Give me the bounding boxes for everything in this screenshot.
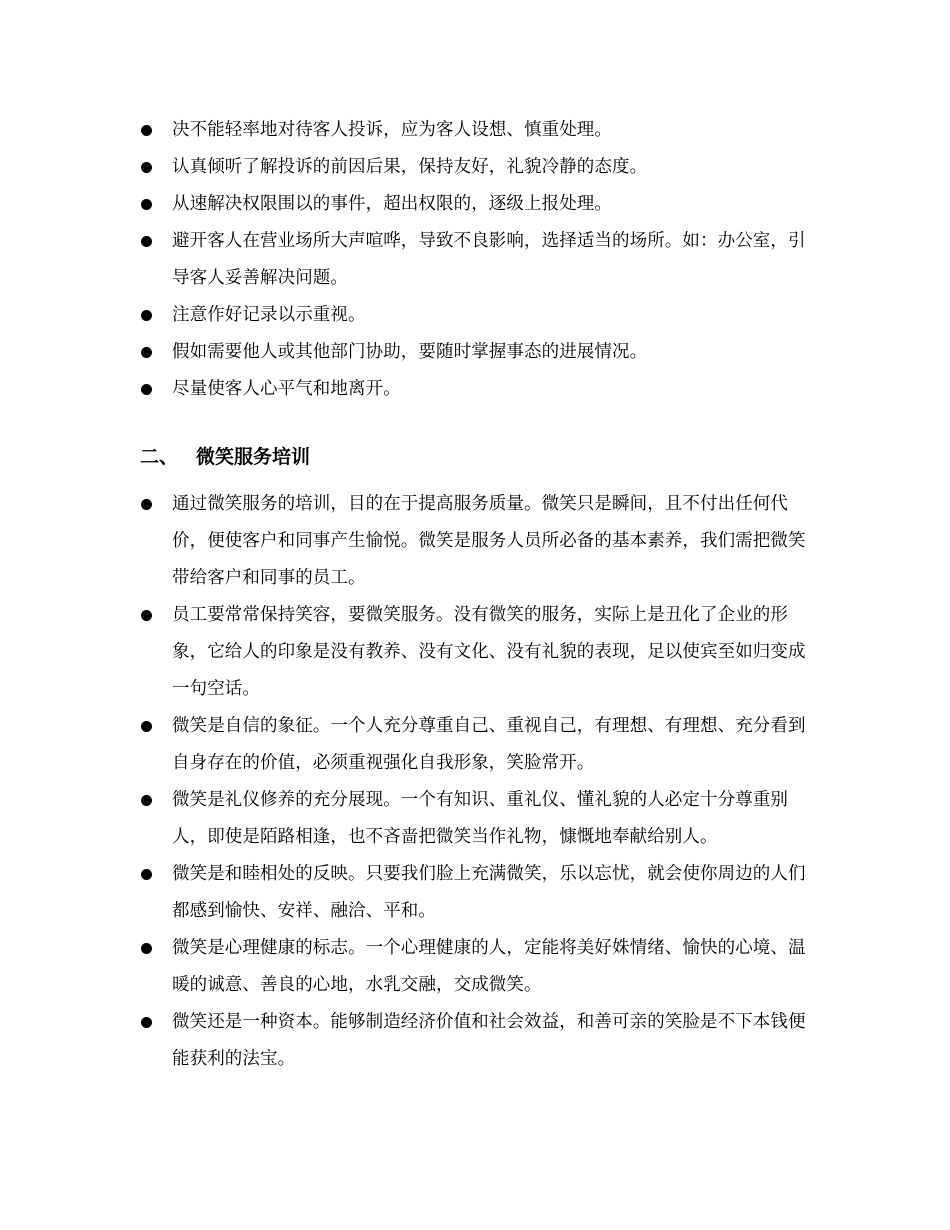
list-item-text: 员工要常常保持笑容，要微笑服务。没有微笑的服务，实际上是丑化了企业的形象，它给人的印象是没有教养、没有文化、没有礼貌的表现，足以使宾至如归变成一句空话。 [172, 605, 806, 699]
list-item-text: 认真倾听了解投诉的前因后果，保持友好，礼貌冷静的态度。 [172, 157, 648, 177]
list-item-text: 尽量使客人心平气和地离开。 [172, 379, 401, 399]
bullet-icon [141, 869, 152, 880]
list-item-text: 从速解决权限围以的事件，超出权限的，逐级上报处理。 [172, 194, 612, 214]
list-item-text: 微笑是自信的象征。一个人充分尊重自己、重视自己，有理想、有理想、充分看到自身存在的价值，必须重视强化自我形象，笑脸常开。 [172, 716, 806, 773]
bullet-icon [141, 125, 152, 136]
list-item [140, 856, 820, 930]
smile-service-list [140, 486, 820, 1078]
section-heading [140, 440, 310, 474]
list-item-text: 避开客人在营业场所大声喧哗，导致不良影响，选择适当的场所。如：办公室，引导客人妥善解决问题。 [172, 231, 806, 288]
list-item [140, 708, 820, 782]
list-item-text: 微笑是和睦相处的反映。只要我们脸上充满微笑，乐以忘忧，就会使你周边的人们都感到愉快、安祥、融洽、平和。 [172, 864, 806, 921]
bullet-icon [141, 236, 152, 247]
section-title: 微笑服务培训 [196, 446, 311, 468]
list-item-text: 通过微笑服务的培训，目的在于提高服务质量。微笑只是瞬间，且不付出任何代价，便使客户和同事产生愉悦。微笑是服务人员所必备的基本素养，我们需把微笑带给客户和同事的员工。 [172, 494, 806, 588]
bullet-icon [141, 162, 152, 173]
list-item [140, 112, 820, 149]
list-item [140, 334, 820, 371]
bullet-icon [141, 1017, 152, 1028]
bullet-icon [141, 943, 152, 954]
list-item-text: 假如需要他人或其他部门协助，要随时掌握事态的进展情况。 [172, 342, 648, 362]
list-item [140, 782, 820, 856]
list-item-text: 注意作好记录以示重视。 [172, 305, 366, 325]
list-item [140, 149, 820, 186]
bullet-icon [141, 499, 152, 510]
list-item-text: 微笑还是一种资本。能够制造经济价值和社会效益，和善可亲的笑脸是不下本钱便能获利的法宝。 [172, 1012, 806, 1069]
list-item [140, 297, 820, 334]
list-item-text: 决不能轻率地对待客人投诉，应为客人设想、慎重处理。 [172, 120, 612, 140]
bullet-icon [141, 721, 152, 732]
list-item [140, 1004, 820, 1078]
list-item [140, 186, 820, 223]
list-item [140, 486, 820, 597]
bullet-icon [141, 384, 152, 395]
bullet-icon [141, 795, 152, 806]
bullet-icon [141, 310, 152, 321]
list-item-text: 微笑是心理健康的标志。一个心理健康的人，定能将美好姝情绪、愉快的心境、温暖的诚意、善良的心地，水乳交融，交成微笑。 [172, 938, 806, 995]
list-item [140, 597, 820, 708]
list-item [140, 371, 820, 408]
bullet-icon [141, 610, 152, 621]
list-item-text: 微笑是礼仪修养的充分展现。一个有知识、重礼仪、懂礼貌的人必定十分尊重别人，即使是陌路相逢，也不吝啬把微笑当作礼物，慷慨地奉献给别人。 [172, 790, 788, 847]
complaint-handling-list [140, 112, 820, 408]
section-number: 二、 [140, 446, 179, 468]
list-item [140, 930, 820, 1004]
bullet-icon [141, 347, 152, 358]
bullet-icon [141, 199, 152, 210]
list-item [140, 223, 820, 297]
